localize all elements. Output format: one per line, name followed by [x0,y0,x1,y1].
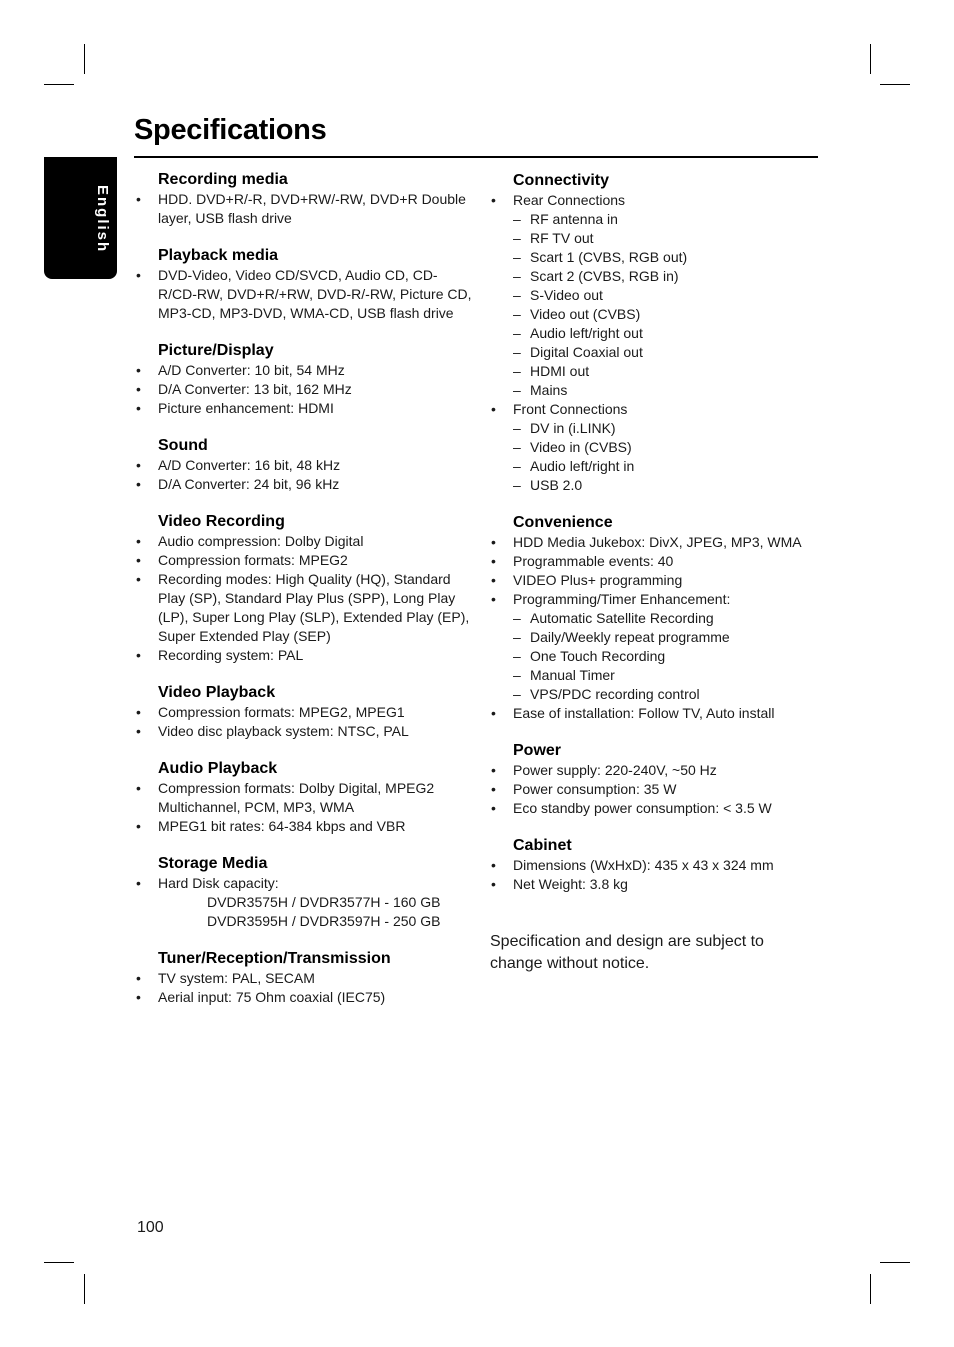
spec-item: • DVD-Video, Video CD/SVCD, Audio CD, CD-R/CD-RW, DVD+R/+RW, DVD-R/-RW, Picture CD, MP3-CD, MP3-DVD, WMA-CD, USB flash drive [134,266,474,323]
section-heading: Tuner/Reception/Transmission [158,950,391,967]
spec-item: DVDR3575H / DVDR3577H - 160 GB [207,894,441,910]
spec-item: • Ease of installation: Follow TV, Auto install [489,704,829,723]
spec-item: • D/A Converter: 24 bit, 96 kHz [134,475,474,494]
section-heading: Playback media [158,247,279,264]
spec-item: • Recording modes: High Quality (HQ), Standard Play (SP), Standard Play Plus (SPP), Long Play (LP), Super Long Play (SLP), Extended Play (EP), Super Extended Play (SEP) [134,570,474,646]
language-tab [44,157,117,279]
language-tab-label: English [94,185,111,254]
spec-item: – DV in (i.LINK) [489,419,829,438]
section-heading: Convenience [513,514,613,531]
page-title: Specifications [134,114,327,146]
spec-item: – Automatic Satellite Recording [489,609,829,628]
spec-item: – Scart 1 (CVBS, RGB out) [489,248,829,267]
spec-item: • HDD. DVD+R/-R, DVD+RW/-RW, DVD+R Double layer, USB flash drive [134,190,474,228]
section-video-recording [134,512,474,665]
spec-item: – RF TV out [489,229,829,248]
spec-item: – Manual Timer [489,666,829,685]
spec-list [134,361,474,418]
spec-item: – One Touch Recording [489,647,829,666]
section-video-playback [134,683,474,741]
spec-item: • Rear Connections [489,191,829,210]
spec-item: • Power consumption: 35 W [489,780,829,799]
section-tuner-reception-transmission [134,949,474,1007]
spec-item: • Video disc playback system: NTSC, PAL [134,722,474,741]
section-connectivity [489,171,829,495]
spec-item: – Scart 2 (CVBS, RGB in) [489,267,829,286]
crop-mark [44,1262,74,1263]
title-rule [134,156,818,158]
spec-item: • Audio compression: Dolby Digital [134,532,474,551]
spec-item: DVDR3595H / DVDR3597H - 250 GB [207,913,441,929]
section-heading: Video Recording [158,513,285,530]
spec-item: • D/A Converter: 13 bit, 162 MHz [134,380,474,399]
spec-item: • Programming/Timer Enhancement: [489,590,829,609]
spec-list [134,190,474,228]
spec-item: • Eco standby power consumption: < 3.5 W [489,799,829,818]
crop-mark [44,84,74,85]
spec-item: • Recording system: PAL [134,646,474,665]
section-convenience [489,513,829,723]
section-sound [134,436,474,494]
spec-list [134,874,474,931]
spec-item: • TV system: PAL, SECAM [134,969,474,988]
spec-item: – Video out (CVBS) [489,305,829,324]
spec-list [489,533,829,723]
spec-item: – Daily/Weekly repeat programme [489,628,829,647]
right-column [489,171,829,912]
notice-text: Specification and design are subject to change without notice. [490,933,764,972]
spec-item: • Front Connections [489,400,829,419]
spec-list [134,703,474,741]
section-recording-media [134,170,474,228]
spec-list [134,266,474,323]
spec-item: • Hard Disk capacity: [134,874,474,893]
section-heading: Recording media [158,171,288,188]
spec-list [134,532,474,665]
section-playback-media [134,246,474,323]
spec-item: – Audio left/right in [489,457,829,476]
section-heading: Power [513,742,562,759]
section-heading: Cabinet [513,837,572,854]
spec-item: – S-Video out [489,286,829,305]
section-heading: Storage Media [158,855,268,872]
spec-item: – Mains [489,381,829,400]
spec-item: • Programmable events: 40 [489,552,829,571]
spec-item: • VIDEO Plus+ programming [489,571,829,590]
left-column [134,170,474,1025]
section-heading: Sound [158,437,208,454]
spec-list [134,969,474,1007]
spec-list [489,191,829,495]
crop-mark [870,44,871,74]
spec-item: • Compression formats: MPEG2 [134,551,474,570]
section-heading: Picture/Display [158,342,274,359]
crop-mark [880,84,910,85]
spec-item: • Net Weight: 3.8 kg [489,875,829,894]
spec-item: – RF antenna in [489,210,829,229]
spec-item: • HDD Media Jukebox: DivX, JPEG, MP3, WMA [489,533,829,552]
spec-item: – USB 2.0 [489,476,829,495]
spec-item: – Audio left/right out [489,324,829,343]
section-picture-display [134,341,474,418]
crop-mark [84,1274,85,1304]
spec-list [489,856,829,894]
spec-item: – HDMI out [489,362,829,381]
section-power [489,741,829,818]
spec-item: – Video in (CVBS) [489,438,829,457]
spec-item: • Aerial input: 75 Ohm coaxial (IEC75) [134,988,474,1007]
section-heading: Video Playback [158,684,276,701]
crop-mark [880,1262,910,1263]
section-heading: Audio Playback [158,760,278,777]
spec-item: – Digital Coaxial out [489,343,829,362]
spec-item: • Dimensions (WxHxD): 435 x 43 x 324 mm [489,856,829,875]
section-cabinet [489,836,829,894]
spec-item: • A/D Converter: 10 bit, 54 MHz [134,361,474,380]
spec-item: • Compression formats: MPEG2, MPEG1 [134,703,474,722]
spec-list [489,761,829,818]
spec-item: • A/D Converter: 16 bit, 48 kHz [134,456,474,475]
spec-list [134,456,474,494]
spec-list [134,779,474,836]
page-number: 100 [137,1219,164,1236]
spec-item: • Picture enhancement: HDMI [134,399,474,418]
spec-item: • Power supply: 220-240V, ~50 Hz [489,761,829,780]
section-heading: Connectivity [513,172,610,189]
crop-mark [84,44,85,74]
section-storage-media [134,854,474,931]
spec-item: – VPS/PDC recording control [489,685,829,704]
spec-item: • Compression formats: Dolby Digital, MPEG2 Multichannel, PCM, MP3, WMA [134,779,474,817]
crop-mark [870,1274,871,1304]
section-audio-playback [134,759,474,836]
spec-item: • MPEG1 bit rates: 64-384 kbps and VBR [134,817,474,836]
